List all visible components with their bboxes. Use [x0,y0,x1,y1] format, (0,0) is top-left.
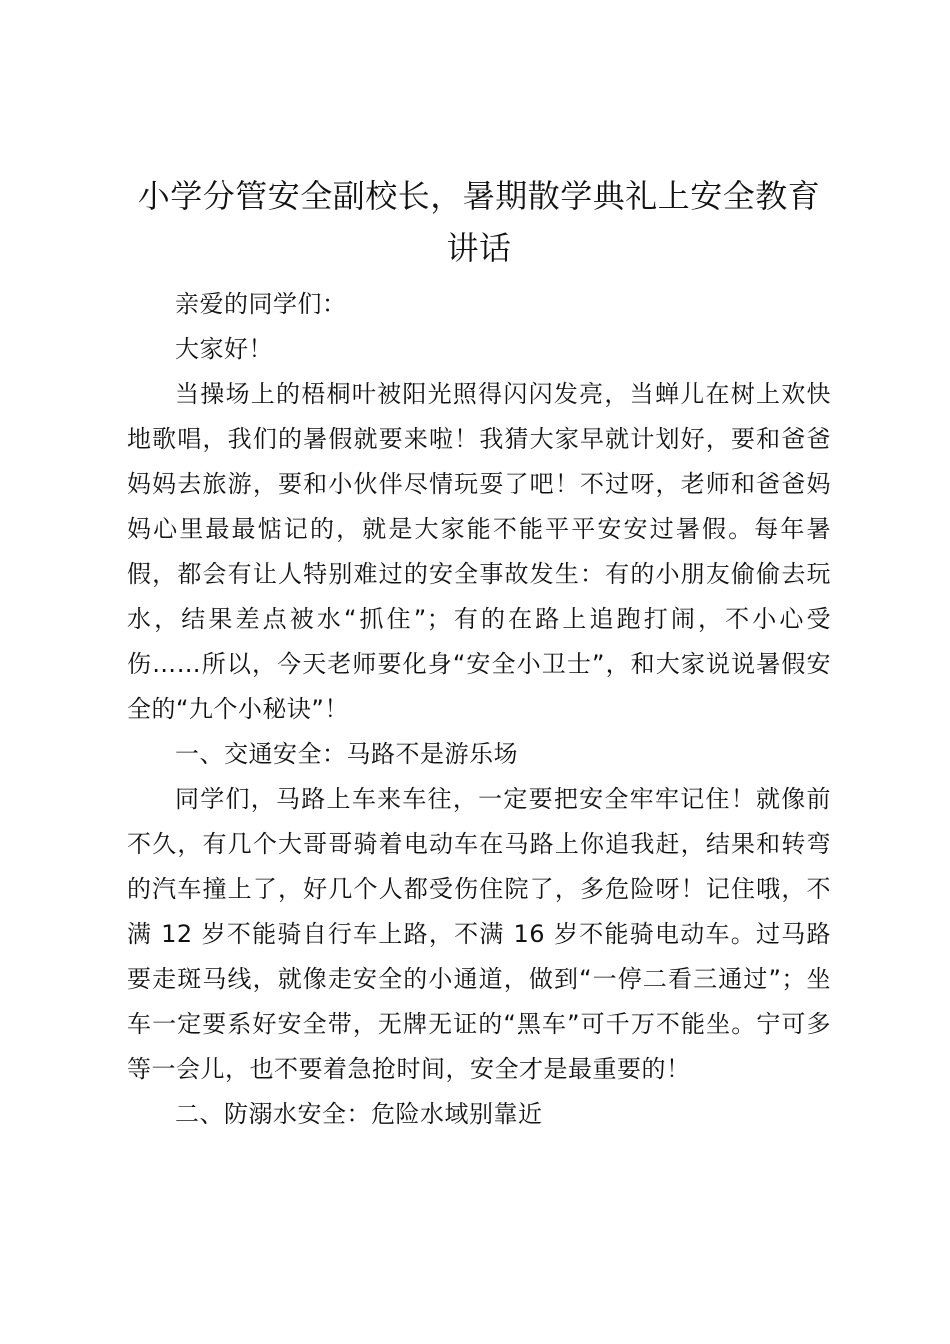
document-title: 小学分管安全副校长，暑期散学典礼上安全教育讲话 [137,177,821,267]
intro-paragraph: 当操场上的梧桐叶被阳光照得闪闪发亮，当蝉儿在树上欢快地歌唱，我们的暑假就要来啦！我猜大家早就计划好，要和爸爸妈妈去旅游，要和小伙伴尽情玩耍了吧！不过呀，老师和爸爸妈妈心里最最惦记的，就是大家能不能平平安安过暑假。每年暑假，都会有让人特别难过的安全事故发生：有的小朋友偷偷去玩水，结果差点被水“抓住”；有的在路上追跑打闹，不小心受伤……所以，今天老师要化身“安全小卫士”，和大家说说暑假安全的“九个小秘诀”！ [127,380,831,723]
document-content [127,170,831,1137]
section-heading-drowning: 二、防溺水安全：危险水域别靠近 [175,1100,543,1128]
salutation: 亲爱的同学们： [175,290,347,318]
section-body-traffic: 同学们，马路上车来车往，一定要把安全牢牢记住！就像前不久，有几个大哥哥骑着电动车在马路上你追我赶，结果和转弯的汽车撞上了，好几个人都受伤住院了，多危险呀！记住哦，不满 12 岁不能骑自行车上路，不满 16 岁不能骑电动车。过马路要走斑马线，就像走安全的小通道，做到“一停二看三通过”；坐车一定要系好安全带，无牌无证的“黑车”可千万不能坐。宁可多等一会儿，也不要着急抢时间，安全才是最重要的！ [127,785,831,1083]
greeting: 大家好！ [175,335,273,363]
section-heading-traffic: 一、交通安全：马路不是游乐场 [175,740,518,768]
